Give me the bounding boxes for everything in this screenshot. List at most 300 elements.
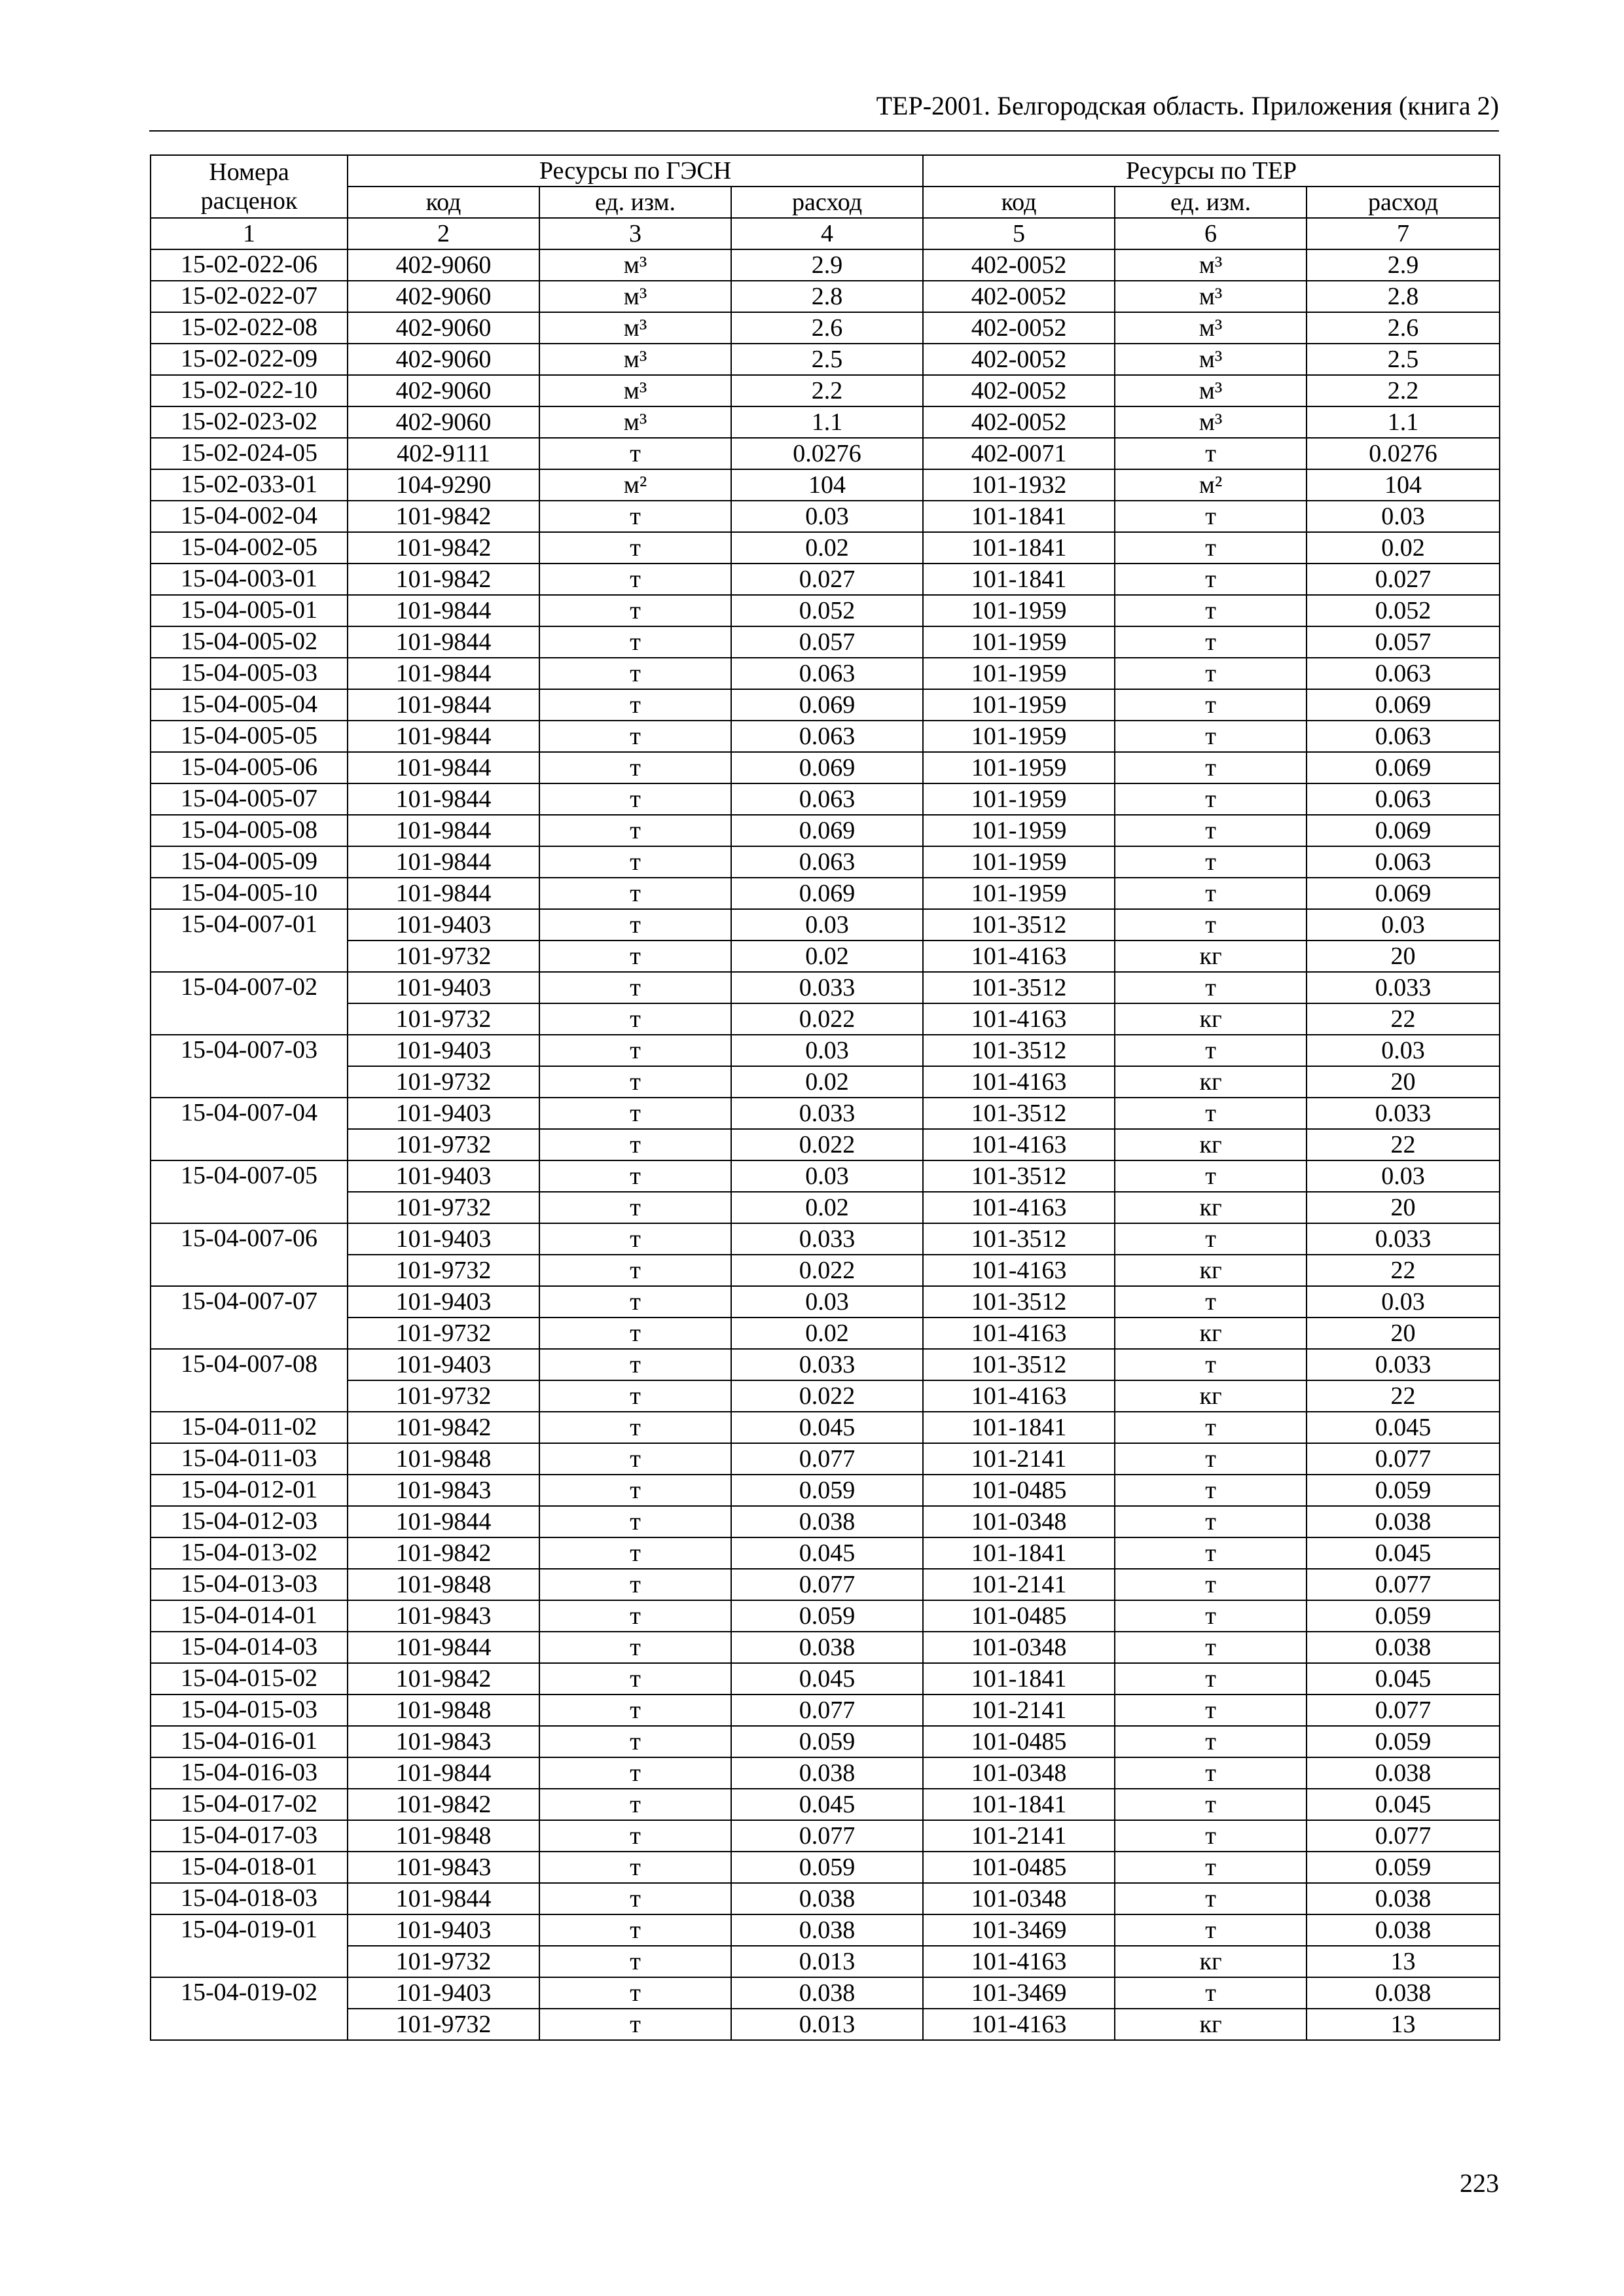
gesn-unit-cell: т	[539, 878, 731, 909]
gesn-qty-cell: 0.059	[731, 1726, 923, 1757]
ter-unit-cell: т	[1115, 878, 1307, 909]
column-header: расход	[1307, 187, 1500, 218]
ter-unit-cell: т	[1115, 1537, 1307, 1569]
column-number: 6	[1115, 218, 1307, 249]
ter-unit-cell: т	[1115, 595, 1307, 626]
gesn-qty-cell: 0.03	[731, 501, 923, 532]
gesn-code-cell: 101-9844	[348, 783, 539, 815]
table-row	[151, 1035, 1500, 1066]
ter-unit-cell: м³	[1115, 312, 1307, 344]
gesn-qty-cell: 0.033	[731, 1349, 923, 1380]
ter-code-cell: 101-1959	[923, 783, 1115, 815]
ter-qty-cell: 0.077	[1307, 1569, 1500, 1600]
table-row	[151, 1820, 1500, 1852]
gesn-unit-cell: т	[539, 1443, 731, 1475]
ter-unit-cell: т	[1115, 1663, 1307, 1695]
ter-qty-cell: 0.038	[1307, 1883, 1500, 1914]
ter-code-cell: 101-4163	[923, 941, 1115, 972]
rate-number-cell: 15-04-007-06	[151, 1223, 348, 1286]
gesn-qty-cell: 0.022	[731, 1129, 923, 1160]
gesn-unit-cell: т	[539, 909, 731, 941]
gesn-unit-cell: м²	[539, 469, 731, 501]
ter-qty-cell: 0.045	[1307, 1537, 1500, 1569]
ter-code-cell: 101-4163	[923, 1192, 1115, 1223]
gesn-unit-cell: т	[539, 658, 731, 689]
ter-qty-cell: 20	[1307, 1318, 1500, 1349]
gesn-code-cell: 101-9844	[348, 721, 539, 752]
table-row	[151, 501, 1500, 532]
gesn-qty-cell: 0.038	[731, 1977, 923, 2009]
rate-number-cell: 15-04-005-10	[151, 878, 348, 909]
ter-unit-cell: кг	[1115, 1066, 1307, 1098]
ter-qty-cell: 0.077	[1307, 1820, 1500, 1852]
rate-number-cell: 15-04-012-03	[151, 1506, 348, 1537]
ter-unit-cell: т	[1115, 564, 1307, 595]
gesn-qty-cell: 0.03	[731, 1035, 923, 1066]
table-row	[151, 1129, 1500, 1160]
gesn-code-cell: 101-9842	[348, 532, 539, 564]
rate-number-cell: 15-04-002-05	[151, 532, 348, 564]
ter-code-cell: 402-0052	[923, 344, 1115, 375]
gesn-code-cell: 101-9403	[348, 1349, 539, 1380]
gesn-code-cell: 101-9403	[348, 1223, 539, 1255]
gesn-unit-cell: т	[539, 1757, 731, 1789]
table-row	[151, 815, 1500, 846]
ter-unit-cell: т	[1115, 501, 1307, 532]
gesn-code-cell: 101-9732	[348, 1380, 539, 1412]
ter-qty-cell: 0.059	[1307, 1852, 1500, 1883]
ter-qty-cell: 2.6	[1307, 312, 1500, 344]
gesn-qty-cell: 0.02	[731, 941, 923, 972]
gesn-code-cell: 101-9732	[348, 1066, 539, 1098]
column-header: код	[923, 187, 1115, 218]
ter-code-cell: 101-4163	[923, 1946, 1115, 1977]
table-row	[151, 1255, 1500, 1286]
ter-unit-cell: т	[1115, 972, 1307, 1003]
rate-number-cell: 15-04-007-08	[151, 1349, 348, 1412]
ter-qty-cell: 0.077	[1307, 1443, 1500, 1475]
gesn-unit-cell: т	[539, 1632, 731, 1663]
table-row	[151, 1537, 1500, 1569]
gesn-qty-cell: 0.059	[731, 1475, 923, 1506]
head-row-columns	[151, 187, 1500, 218]
gesn-code-cell: 402-9060	[348, 344, 539, 375]
gesn-code-cell: 101-9403	[348, 1286, 539, 1318]
ter-unit-cell: т	[1115, 1035, 1307, 1066]
ter-code-cell: 101-0485	[923, 1726, 1115, 1757]
ter-code-cell: 101-4163	[923, 1003, 1115, 1035]
ter-unit-cell: т	[1115, 532, 1307, 564]
ter-unit-cell: кг	[1115, 2009, 1307, 2040]
table-row	[151, 909, 1500, 941]
gesn-unit-cell: т	[539, 846, 731, 878]
gesn-code-cell: 101-9842	[348, 1789, 539, 1820]
gesn-unit-cell: м³	[539, 406, 731, 438]
gesn-qty-cell: 2.6	[731, 312, 923, 344]
ter-unit-cell: т	[1115, 1695, 1307, 1726]
ter-code-cell: 101-1841	[923, 1789, 1115, 1820]
rate-number-cell: 15-04-007-04	[151, 1098, 348, 1160]
ter-code-cell: 402-0052	[923, 312, 1115, 344]
ter-code-cell: 101-1841	[923, 1663, 1115, 1695]
gesn-qty-cell: 0.045	[731, 1663, 923, 1695]
column-number: 7	[1307, 218, 1500, 249]
ter-unit-cell: кг	[1115, 1192, 1307, 1223]
gesn-code-cell: 101-9732	[348, 1003, 539, 1035]
ter-qty-cell: 0.063	[1307, 783, 1500, 815]
gesn-code-cell: 101-9844	[348, 878, 539, 909]
column-number: 3	[539, 218, 731, 249]
table-body	[151, 249, 1500, 2040]
ter-code-cell: 101-2141	[923, 1695, 1115, 1726]
gesn-code-cell: 101-9842	[348, 1537, 539, 1569]
table-row	[151, 846, 1500, 878]
gesn-unit-cell: т	[539, 1035, 731, 1066]
gesn-unit-cell: т	[539, 1380, 731, 1412]
gesn-qty-cell: 0.013	[731, 2009, 923, 2040]
gesn-qty-cell: 2.5	[731, 344, 923, 375]
ter-qty-cell: 0.038	[1307, 1914, 1500, 1946]
gesn-code-cell: 402-9111	[348, 438, 539, 469]
gesn-code-cell: 101-9403	[348, 1035, 539, 1066]
ter-qty-cell: 0.059	[1307, 1475, 1500, 1506]
ter-code-cell: 101-0485	[923, 1475, 1115, 1506]
ter-qty-cell: 0.077	[1307, 1695, 1500, 1726]
ter-unit-cell: т	[1115, 1600, 1307, 1632]
ter-code-cell: 402-0052	[923, 281, 1115, 312]
table-row	[151, 1726, 1500, 1757]
rates-header-line: расценок	[200, 187, 298, 215]
ter-qty-cell: 0.03	[1307, 1035, 1500, 1066]
table-head	[151, 155, 1500, 249]
gesn-code-cell: 101-9844	[348, 1506, 539, 1537]
table-row	[151, 783, 1500, 815]
table-row	[151, 752, 1500, 783]
ter-qty-cell: 0.059	[1307, 1726, 1500, 1757]
rate-number-cell: 15-02-022-07	[151, 281, 348, 312]
gesn-unit-cell: т	[539, 689, 731, 721]
gesn-qty-cell: 0.063	[731, 658, 923, 689]
gesn-unit-cell: т	[539, 1223, 731, 1255]
ter-unit-cell: кг	[1115, 1003, 1307, 1035]
rate-number-cell: 15-04-018-03	[151, 1883, 348, 1914]
table-row	[151, 1160, 1500, 1192]
gesn-qty-cell: 0.038	[731, 1914, 923, 1946]
gesn-code-cell: 101-9403	[348, 972, 539, 1003]
gesn-unit-cell: т	[539, 1475, 731, 1506]
ter-code-cell: 101-3512	[923, 1035, 1115, 1066]
gesn-code-cell: 101-9848	[348, 1820, 539, 1852]
table-row	[151, 249, 1500, 281]
rate-number-cell: 15-04-011-03	[151, 1443, 348, 1475]
gesn-code-cell: 101-9403	[348, 1977, 539, 2009]
gesn-unit-cell: т	[539, 438, 731, 469]
gesn-code-cell: 101-9844	[348, 815, 539, 846]
ter-qty-cell: 104	[1307, 469, 1500, 501]
ter-code-cell: 101-1841	[923, 532, 1115, 564]
gesn-unit-cell: т	[539, 1318, 731, 1349]
ter-qty-cell: 0.045	[1307, 1412, 1500, 1443]
table-row	[151, 1443, 1500, 1475]
ter-code-cell: 101-0485	[923, 1852, 1115, 1883]
gesn-qty-cell: 0.022	[731, 1003, 923, 1035]
table-row	[151, 1883, 1500, 1914]
table-row	[151, 1789, 1500, 1820]
rate-number-cell: 15-04-007-02	[151, 972, 348, 1035]
rate-number-cell: 15-02-024-05	[151, 438, 348, 469]
ter-unit-cell: т	[1115, 909, 1307, 941]
table-row	[151, 972, 1500, 1003]
head-row-numbers	[151, 218, 1500, 249]
gesn-unit-cell: т	[539, 501, 731, 532]
ter-unit-cell: т	[1115, 1852, 1307, 1883]
gesn-unit-cell: т	[539, 721, 731, 752]
gesn-qty-cell: 0.069	[731, 752, 923, 783]
gesn-qty-cell: 0.033	[731, 1098, 923, 1129]
ter-qty-cell: 22	[1307, 1003, 1500, 1035]
gesn-code-cell: 101-9844	[348, 626, 539, 658]
table-row	[151, 532, 1500, 564]
gesn-unit-cell: т	[539, 1883, 731, 1914]
gesn-qty-cell: 0.059	[731, 1852, 923, 1883]
ter-code-cell: 101-1841	[923, 1412, 1115, 1443]
table-row	[151, 2009, 1500, 2040]
table-row	[151, 1349, 1500, 1380]
rate-number-cell: 15-02-022-06	[151, 249, 348, 281]
gesn-unit-cell: т	[539, 532, 731, 564]
ter-code-cell: 101-0348	[923, 1883, 1115, 1914]
column-header: расход	[731, 187, 923, 218]
ter-unit-cell: кг	[1115, 1380, 1307, 1412]
ter-qty-cell: 0.069	[1307, 878, 1500, 909]
resources-table	[150, 154, 1500, 2041]
ter-qty-cell: 0.033	[1307, 972, 1500, 1003]
column-header: ед. изм.	[1115, 187, 1307, 218]
table-row	[151, 1852, 1500, 1883]
ter-unit-cell: т	[1115, 1506, 1307, 1537]
gesn-unit-cell: т	[539, 1789, 731, 1820]
ter-unit-cell: т	[1115, 1757, 1307, 1789]
ter-code-cell: 101-0348	[923, 1757, 1115, 1789]
gesn-unit-cell: т	[539, 1914, 731, 1946]
table-row	[151, 689, 1500, 721]
rate-number-cell: 15-04-003-01	[151, 564, 348, 595]
ter-unit-cell: т	[1115, 1160, 1307, 1192]
ter-code-cell: 402-0052	[923, 375, 1115, 406]
gesn-qty-cell: 0.03	[731, 909, 923, 941]
table-row	[151, 1569, 1500, 1600]
ter-unit-cell: т	[1115, 752, 1307, 783]
ter-qty-cell: 13	[1307, 2009, 1500, 2040]
ter-unit-cell: т	[1115, 1223, 1307, 1255]
ter-unit-cell: т	[1115, 658, 1307, 689]
gesn-qty-cell: 1.1	[731, 406, 923, 438]
rates-header	[151, 155, 348, 218]
ter-qty-cell: 0.052	[1307, 595, 1500, 626]
gesn-qty-cell: 0.038	[731, 1506, 923, 1537]
ter-unit-cell: м³	[1115, 249, 1307, 281]
rate-number-cell: 15-04-013-03	[151, 1569, 348, 1600]
gesn-code-cell: 101-9844	[348, 1883, 539, 1914]
gesn-qty-cell: 104	[731, 469, 923, 501]
table-row	[151, 1066, 1500, 1098]
gesn-qty-cell: 0.077	[731, 1695, 923, 1726]
gesn-code-cell: 101-9403	[348, 1160, 539, 1192]
gesn-qty-cell: 0.03	[731, 1160, 923, 1192]
ter-code-cell: 101-1841	[923, 1537, 1115, 1569]
gesn-code-cell: 101-9732	[348, 1129, 539, 1160]
page-number: 223	[1460, 2168, 1499, 2198]
gesn-code-cell: 101-9843	[348, 1852, 539, 1883]
gesn-code-cell: 101-9842	[348, 1663, 539, 1695]
table-row	[151, 469, 1500, 501]
ter-code-cell: 101-0485	[923, 1600, 1115, 1632]
table-row	[151, 721, 1500, 752]
ter-unit-cell: т	[1115, 1883, 1307, 1914]
gesn-unit-cell: т	[539, 595, 731, 626]
ter-code-cell: 101-2141	[923, 1820, 1115, 1852]
table-row	[151, 1003, 1500, 1035]
ter-unit-cell: т	[1115, 1286, 1307, 1318]
ter-code-cell: 101-1959	[923, 721, 1115, 752]
ter-qty-cell: 0.069	[1307, 815, 1500, 846]
rate-number-cell: 15-04-014-01	[151, 1600, 348, 1632]
rate-number-cell: 15-02-033-01	[151, 469, 348, 501]
gesn-qty-cell: 0.063	[731, 783, 923, 815]
table-row	[151, 312, 1500, 344]
ter-code-cell: 101-4163	[923, 1255, 1115, 1286]
ter-qty-cell: 20	[1307, 941, 1500, 972]
ter-unit-cell: т	[1115, 783, 1307, 815]
gesn-code-cell: 101-9844	[348, 658, 539, 689]
rate-number-cell: 15-04-005-03	[151, 658, 348, 689]
gesn-unit-cell: т	[539, 783, 731, 815]
rate-number-cell: 15-04-019-01	[151, 1914, 348, 1977]
rate-number-cell: 15-04-007-01	[151, 909, 348, 972]
ter-code-cell: 101-4163	[923, 2009, 1115, 2040]
table-row	[151, 1380, 1500, 1412]
gesn-unit-cell: т	[539, 1820, 731, 1852]
ter-code-cell: 101-3512	[923, 1098, 1115, 1129]
header-rule	[149, 130, 1499, 132]
ter-code-cell: 101-1841	[923, 501, 1115, 532]
rate-number-cell: 15-04-007-07	[151, 1286, 348, 1349]
gesn-code-cell: 101-9844	[348, 689, 539, 721]
gesn-qty-cell: 0.022	[731, 1380, 923, 1412]
table-row	[151, 1663, 1500, 1695]
table-row	[151, 626, 1500, 658]
ter-qty-cell: 0.063	[1307, 658, 1500, 689]
gesn-unit-cell: м³	[539, 344, 731, 375]
rate-number-cell: 15-04-013-02	[151, 1537, 348, 1569]
table-row	[151, 1977, 1500, 2009]
gesn-unit-cell: т	[539, 1977, 731, 2009]
rate-number-cell: 15-04-012-01	[151, 1475, 348, 1506]
ter-code-cell: 101-4163	[923, 1318, 1115, 1349]
ter-code-cell: 101-1932	[923, 469, 1115, 501]
gesn-qty-cell: 0.033	[731, 1223, 923, 1255]
ter-qty-cell: 0.038	[1307, 1757, 1500, 1789]
table-row	[151, 1223, 1500, 1255]
rate-number-cell: 15-04-016-03	[151, 1757, 348, 1789]
ter-qty-cell: 0.03	[1307, 501, 1500, 532]
rate-number-cell: 15-04-005-09	[151, 846, 348, 878]
gesn-code-cell: 101-9403	[348, 1914, 539, 1946]
gesn-code-cell: 402-9060	[348, 406, 539, 438]
ter-qty-cell: 0.059	[1307, 1600, 1500, 1632]
gesn-unit-cell: т	[539, 941, 731, 972]
column-number: 1	[151, 218, 348, 249]
table-row	[151, 1192, 1500, 1223]
gesn-group-header: Ресурсы по ГЭСН	[348, 155, 923, 187]
ter-unit-cell: т	[1115, 1475, 1307, 1506]
ter-unit-cell: т	[1115, 1632, 1307, 1663]
rate-number-cell: 15-04-015-02	[151, 1663, 348, 1695]
ter-qty-cell: 0.033	[1307, 1098, 1500, 1129]
gesn-unit-cell: т	[539, 1349, 731, 1380]
rate-number-cell: 15-04-017-03	[151, 1820, 348, 1852]
table-row	[151, 406, 1500, 438]
ter-code-cell: 101-3512	[923, 972, 1115, 1003]
gesn-code-cell: 104-9290	[348, 469, 539, 501]
gesn-unit-cell: т	[539, 1506, 731, 1537]
ter-qty-cell: 20	[1307, 1192, 1500, 1223]
ter-code-cell: 101-1959	[923, 878, 1115, 909]
gesn-code-cell: 101-9844	[348, 1757, 539, 1789]
table-row	[151, 1695, 1500, 1726]
ter-unit-cell: т	[1115, 721, 1307, 752]
ter-code-cell: 101-4163	[923, 1066, 1115, 1098]
column-number: 2	[348, 218, 539, 249]
gesn-qty-cell: 0.045	[731, 1412, 923, 1443]
gesn-unit-cell: т	[539, 1286, 731, 1318]
table-row	[151, 595, 1500, 626]
ter-qty-cell: 0.057	[1307, 626, 1500, 658]
gesn-qty-cell: 0.038	[731, 1883, 923, 1914]
ter-qty-cell: 0.03	[1307, 1286, 1500, 1318]
gesn-code-cell: 101-9844	[348, 595, 539, 626]
gesn-code-cell: 101-9732	[348, 1192, 539, 1223]
gesn-code-cell: 101-9732	[348, 1318, 539, 1349]
ter-qty-cell: 0.038	[1307, 1632, 1500, 1663]
gesn-qty-cell: 0.02	[731, 1318, 923, 1349]
gesn-code-cell: 101-9842	[348, 501, 539, 532]
ter-qty-cell: 0.027	[1307, 564, 1500, 595]
ter-unit-cell: т	[1115, 1914, 1307, 1946]
rate-number-cell: 15-04-017-02	[151, 1789, 348, 1820]
gesn-unit-cell: т	[539, 1412, 731, 1443]
rate-number-cell: 15-04-005-08	[151, 815, 348, 846]
ter-code-cell: 101-3469	[923, 1914, 1115, 1946]
gesn-code-cell: 101-9848	[348, 1443, 539, 1475]
gesn-unit-cell: м³	[539, 249, 731, 281]
ter-qty-cell: 22	[1307, 1255, 1500, 1286]
gesn-code-cell: 101-9844	[348, 752, 539, 783]
ter-unit-cell: т	[1115, 1349, 1307, 1380]
gesn-qty-cell: 0.027	[731, 564, 923, 595]
table-row	[151, 1318, 1500, 1349]
gesn-qty-cell: 0.069	[731, 815, 923, 846]
ter-qty-cell: 0.045	[1307, 1663, 1500, 1695]
gesn-qty-cell: 0.063	[731, 846, 923, 878]
ter-unit-cell: т	[1115, 1789, 1307, 1820]
gesn-qty-cell: 0.045	[731, 1789, 923, 1820]
gesn-code-cell: 101-9842	[348, 1412, 539, 1443]
table-row	[151, 1475, 1500, 1506]
gesn-unit-cell: т	[539, 1160, 731, 1192]
ter-code-cell: 101-0348	[923, 1632, 1115, 1663]
ter-qty-cell: 0.0276	[1307, 438, 1500, 469]
